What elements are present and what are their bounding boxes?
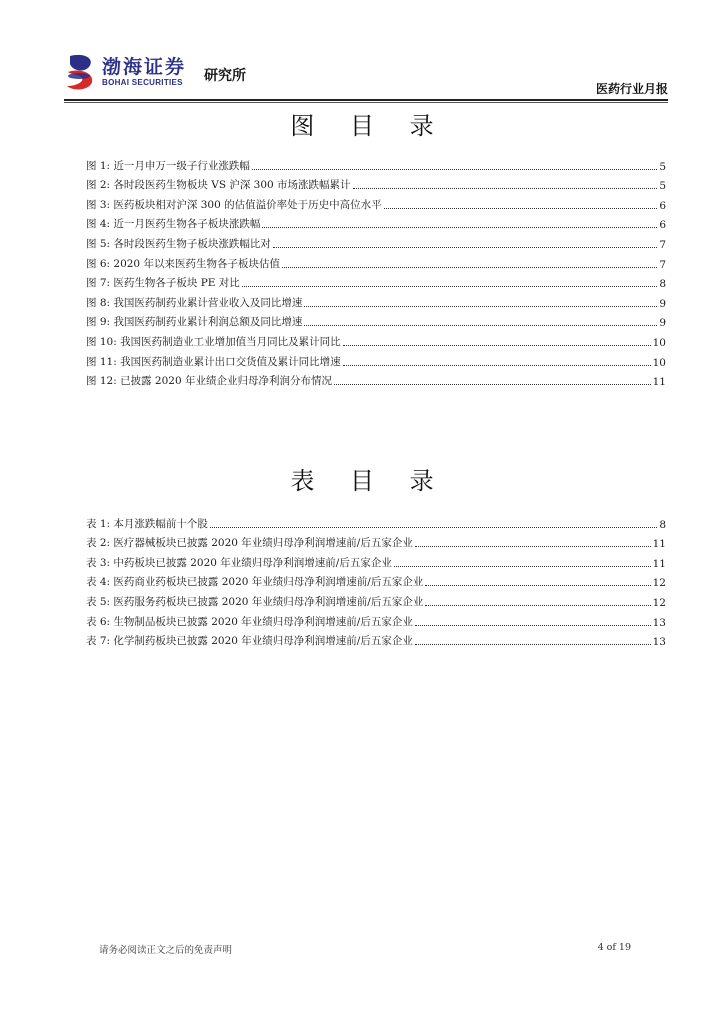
dot-leader bbox=[384, 208, 658, 209]
figure-list-entry-label: 图 7: 医药生物各子板块 PE 对比 bbox=[86, 277, 240, 290]
figure-list-title: 图 目 录 bbox=[290, 112, 448, 140]
header-divider-thin bbox=[64, 102, 668, 103]
figure-list-entry[interactable] bbox=[86, 271, 666, 291]
figure-list-entry-label: 图 3: 医药板块相对沪深 300 的估值溢价率处于历史中高位水平 bbox=[86, 198, 382, 211]
table-list-entry-label: 表 4: 医药商业药板块已披露 2020 年业绩归母净利润增速前/后五家企业 bbox=[86, 576, 424, 589]
figure-list-entry-page: 6 bbox=[659, 199, 666, 212]
figure-list-entry-page: 10 bbox=[652, 336, 666, 349]
page-indicator: 4 of 19 bbox=[597, 942, 631, 953]
table-list-entry-page: 13 bbox=[652, 636, 666, 649]
table-list-entry-page: 11 bbox=[652, 557, 666, 570]
figure-list-entry-label: 图 8: 我国医药制药业累计营业收入及同比增速 bbox=[86, 296, 303, 309]
table-list-entry[interactable] bbox=[86, 531, 666, 551]
table-list-entry-page: 12 bbox=[652, 596, 666, 609]
figure-list-entry[interactable] bbox=[86, 349, 666, 369]
figure-list bbox=[86, 153, 666, 388]
figure-list-entry-page: 5 bbox=[659, 160, 666, 173]
table-list-entry-page: 12 bbox=[652, 577, 666, 590]
figure-list-entry-page: 10 bbox=[652, 356, 666, 369]
table-list-entry[interactable] bbox=[86, 550, 666, 570]
company-logo bbox=[64, 50, 186, 94]
figure-list-entry[interactable] bbox=[86, 310, 666, 330]
figure-list-entry-page: 6 bbox=[659, 219, 666, 232]
report-type: 医药行业月报 bbox=[595, 82, 668, 96]
table-list-entry-label: 表 2: 医疗器械板块已披露 2020 年业绩归母净利润增速前/后五家企业 bbox=[86, 537, 413, 550]
logo-chinese-name: 渤海证券 bbox=[102, 56, 187, 78]
dot-leader bbox=[304, 325, 657, 326]
table-list-entry-label: 表 3: 中药板块已披露 2020 年业绩归母净利润增速前/后五家企业 bbox=[86, 556, 392, 569]
dot-leader bbox=[353, 188, 658, 189]
dot-leader bbox=[394, 566, 651, 567]
dot-leader bbox=[273, 247, 657, 248]
dot-leader bbox=[252, 169, 657, 170]
table-list-entry[interactable] bbox=[86, 609, 666, 629]
figure-list-entry-page: 9 bbox=[659, 297, 666, 310]
table-list-entry[interactable] bbox=[86, 589, 666, 609]
figure-list-entry[interactable] bbox=[86, 153, 666, 173]
figure-list-entry-page: 8 bbox=[659, 278, 666, 291]
figure-list-entry-label: 图 4: 近一月医药生物各子板块涨跌幅 bbox=[86, 218, 261, 231]
table-list-entry[interactable] bbox=[86, 511, 666, 531]
figure-list-entry[interactable] bbox=[86, 231, 666, 251]
table-list-entry-page: 11 bbox=[652, 538, 666, 551]
dot-leader bbox=[210, 527, 657, 528]
figure-list-entry-label: 图 6: 2020 年以来医药生物各子板块估值 bbox=[86, 257, 280, 270]
figure-list-entry[interactable] bbox=[86, 192, 666, 212]
figure-list-entry-page: 5 bbox=[659, 180, 666, 193]
table-list-entry-page: 13 bbox=[652, 616, 666, 629]
table-list-entry-label: 表 5: 医药服务药板块已披露 2020 年业绩归母净利润增速前/后五家企业 bbox=[86, 595, 424, 608]
figure-list-entry[interactable] bbox=[86, 290, 666, 310]
table-list-entry[interactable] bbox=[86, 570, 666, 590]
dot-leader bbox=[425, 585, 650, 586]
logo-english-name: BOHAI SECURITIES bbox=[102, 78, 183, 87]
figure-list-entry-page: 7 bbox=[659, 238, 666, 251]
figure-list-entry-page: 7 bbox=[659, 258, 666, 271]
figure-list-entry-label: 图 9: 我国医药制药业累计利润总额及同比增速 bbox=[86, 316, 303, 329]
table-list-entry[interactable] bbox=[86, 629, 666, 649]
header-divider bbox=[64, 99, 668, 101]
dot-leader bbox=[415, 644, 651, 645]
figure-list-entry-label: 图 10: 我国医药制造业工业增加值当月同比及累计同比 bbox=[86, 335, 341, 348]
figure-list-entry[interactable] bbox=[86, 329, 666, 349]
dot-leader bbox=[415, 546, 651, 547]
dot-leader bbox=[262, 227, 657, 228]
dot-leader bbox=[343, 365, 651, 366]
bohai-logo-icon bbox=[64, 52, 98, 92]
dot-leader bbox=[334, 384, 651, 385]
table-list-entry-label: 表 6: 生物制品板块已披露 2020 年业绩归母净利润增速前/后五家企业 bbox=[86, 615, 413, 628]
figure-list-entry[interactable] bbox=[86, 369, 666, 389]
dot-leader bbox=[282, 267, 657, 268]
figure-list-entry-page: 11 bbox=[652, 376, 666, 389]
figure-list-entry[interactable] bbox=[86, 173, 666, 193]
department-label: 研究所 bbox=[204, 68, 246, 84]
table-list-entry-label: 表 7: 化学制药板块已披露 2020 年业绩归母净利润增速前/后五家企业 bbox=[86, 635, 413, 648]
page-header bbox=[64, 48, 668, 100]
figure-list-entry-label: 图 12: 已披露 2020 年业绩企业归母净利润分布情况 bbox=[86, 375, 332, 388]
figure-list-entry-label: 图 5: 各时段医药生物子板块涨跌幅比对 bbox=[86, 237, 271, 250]
figure-list-entry-label: 图 1: 近一月申万一级子行业涨跌幅 bbox=[86, 159, 250, 172]
dot-leader bbox=[343, 345, 651, 346]
table-list-title: 表 目 录 bbox=[290, 467, 448, 495]
table-list-entry-label: 表 1: 本月涨跌幅前十个股 bbox=[86, 517, 208, 530]
figure-list-entry-label: 图 2: 各时段医药生物板块 VS 沪深 300 市场涨跌幅累计 bbox=[86, 179, 351, 192]
dot-leader bbox=[242, 286, 658, 287]
disclaimer-note: 请务必阅读正文之后的免责声明 bbox=[99, 945, 233, 956]
dot-leader bbox=[304, 306, 657, 307]
figure-list-entry[interactable] bbox=[86, 251, 666, 271]
figure-list-entry[interactable] bbox=[86, 212, 666, 232]
figure-list-entry-page: 9 bbox=[659, 317, 666, 330]
dot-leader bbox=[415, 625, 651, 626]
table-list-entry-page: 8 bbox=[659, 518, 666, 531]
dot-leader bbox=[425, 605, 650, 606]
table-list bbox=[86, 511, 666, 648]
figure-list-entry-label: 图 11: 我国医药制造业累计出口交货值及累计同比增速 bbox=[86, 355, 341, 368]
